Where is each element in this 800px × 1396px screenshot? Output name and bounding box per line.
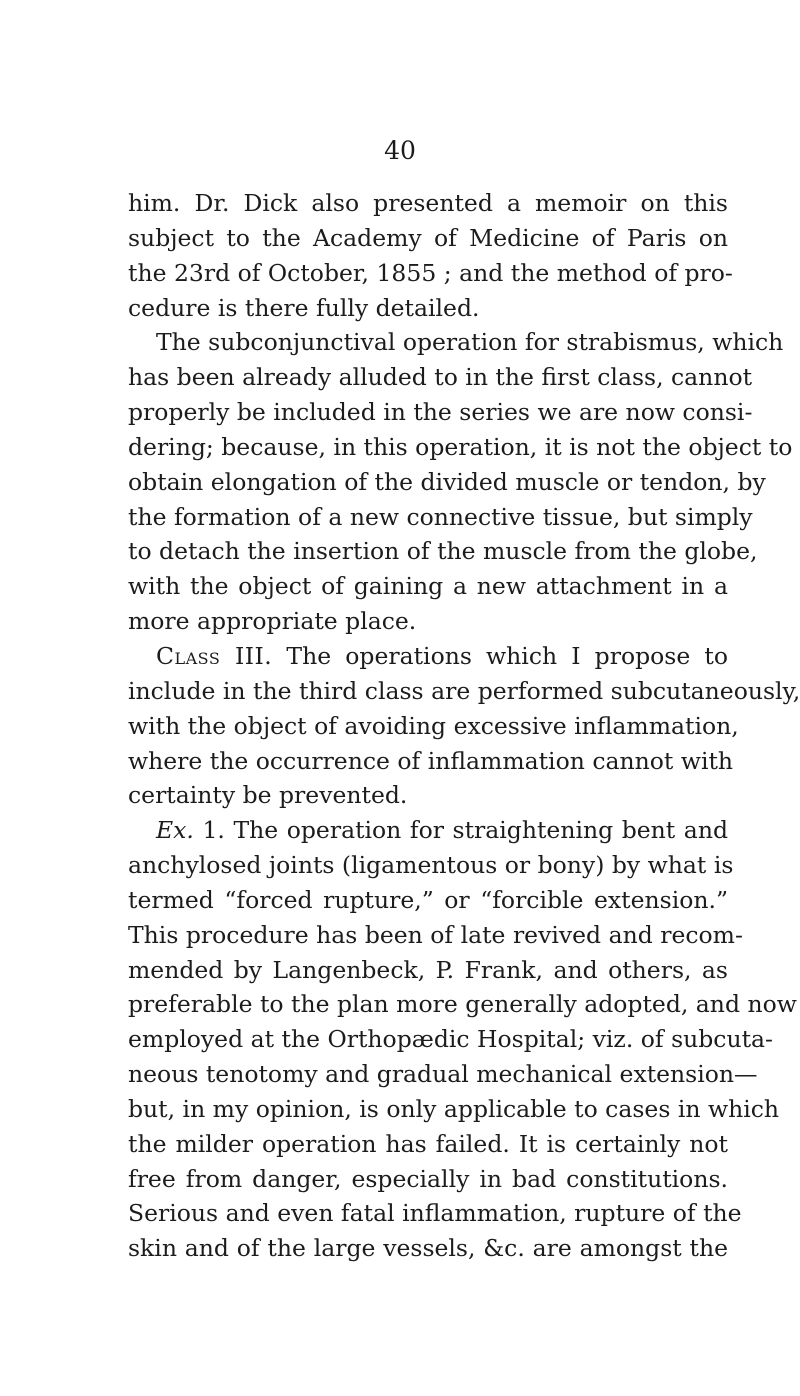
class-iii-line	[128, 639, 728, 674]
text-line: obtain elongation of the divided muscle or tendon, by	[128, 467, 766, 496]
text-line: but, in my opinion, is only applicable to cases in which	[128, 1094, 780, 1123]
class-heading: Class III.	[156, 641, 273, 670]
text-line: the milder operation has failed. It is certainly not	[128, 1129, 728, 1158]
example-line	[128, 813, 728, 848]
text-line: properly be included in the series we are now consi-	[128, 398, 753, 427]
text-line: employed at the Orthopædic Hospital; viz. of subcuta-	[128, 1025, 773, 1054]
example-label: Ex.	[156, 816, 194, 845]
text-line: subject to the Academy of Medicine of Paris on	[128, 223, 728, 252]
text-line: cedure is there fully detailed.	[128, 293, 480, 322]
text-line: certainty be prevented.	[128, 781, 408, 810]
text-line: the formation of a new connective tissue, but simply	[128, 502, 753, 531]
example-text: 1. The operation for straightening bent and	[202, 816, 728, 845]
text-line: mended by Langenbeck, P. Frank, and others, as	[128, 955, 728, 984]
text-line: include in the third class are performed subcutaneously,	[128, 676, 800, 705]
page-body-text	[128, 186, 800, 1266]
text-line: to detach the insertion of the muscle from the globe,	[128, 537, 758, 566]
text-line: with the object of gaining a new attachment in a	[128, 572, 728, 601]
text-line: anchylosed joints (ligamentous or bony) by what is	[128, 851, 734, 880]
text-line: the 23rd of October, 1855 ; and the method of pro-	[128, 258, 733, 287]
text-line: The subconjunctival operation for strabismus, which	[156, 328, 784, 357]
text-line: skin and of the large vessels, &c. are amongst the	[128, 1234, 728, 1263]
text-line: termed “forced rupture,” or “forcible extension.”	[128, 885, 728, 914]
text-line: him. Dr. Dick also presented a memoir on this	[128, 189, 728, 217]
text-line: where the occurrence of inflammation cannot with	[128, 746, 734, 775]
page-number: 40	[384, 136, 416, 165]
text-line: has been already alluded to in the first class, cannot	[128, 363, 753, 392]
text-line: dering; because, in this operation, it is not the object to	[128, 432, 793, 461]
text-line: This procedure has been of late revived and recom-	[128, 920, 743, 949]
text-line: free from danger, especially in bad constitutions.	[128, 1164, 728, 1193]
text-line: more appropriate place.	[128, 607, 417, 636]
text-line: preferable to the plan more generally adopted, and now	[128, 990, 797, 1019]
text-line: neous tenotomy and gradual mechanical extension—	[128, 1060, 758, 1089]
text-line: Serious and even fatal inflammation, rupture of the	[128, 1199, 742, 1228]
class-heading-text: The operations which I propose to	[286, 641, 728, 670]
text-line: with the object of avoiding excessive inflammation,	[128, 711, 739, 740]
